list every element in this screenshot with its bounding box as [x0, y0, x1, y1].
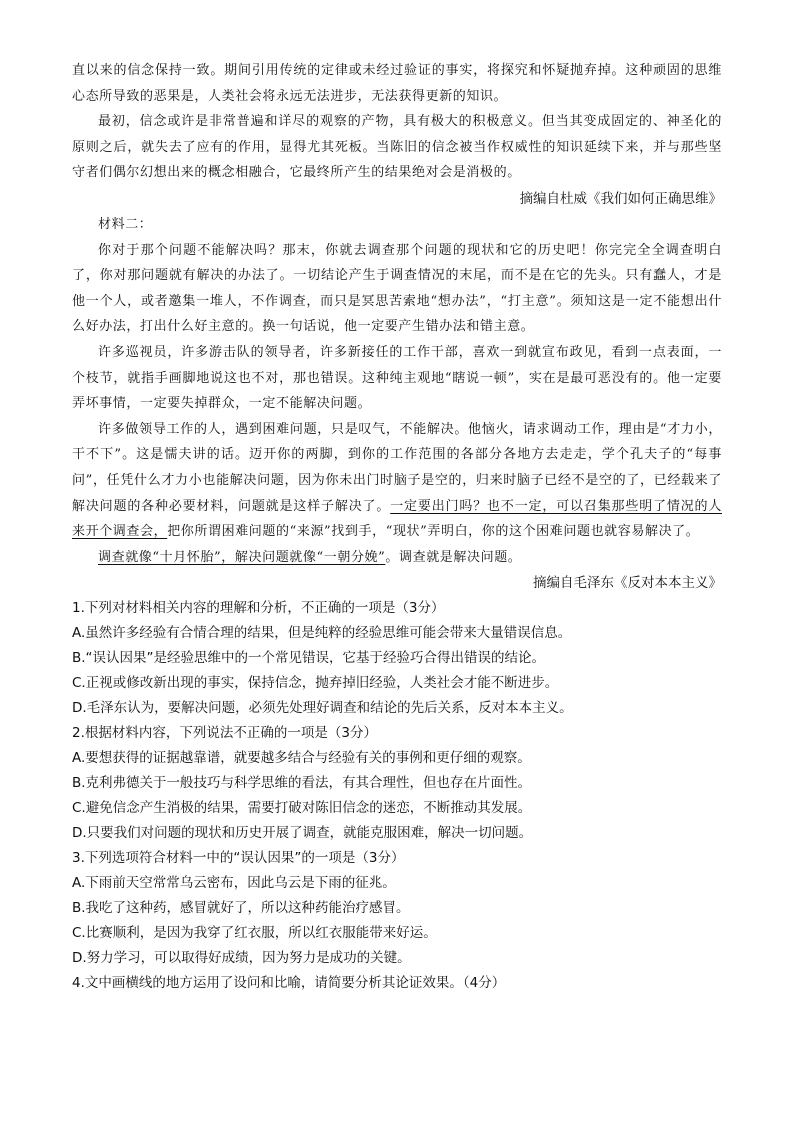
question-3-option-d: D.努力学习，可以取得好成绩，因为努力是成功的关键。	[72, 950, 411, 967]
question-list	[72, 596, 722, 996]
underlined-rhetorical-question: 一定要出门吗？也不一定，可以召集那些明了情况的人来开个调查会，	[72, 498, 722, 540]
material2-source: 摘编自毛泽东《反对本本主义》	[533, 575, 722, 592]
material2-paragraph-4	[72, 545, 722, 571]
material2-paragraph-1: 你对于那个问题不能解决吗？那末，你就去调查那个问题的现状和它的历史吧！你完完全全调查明白了，你对那问题就有解决的办法了。一切结论产生于调查情况的末尾，而不是在它的先头。只有蠢人，才是他一个人，或者邀集一堆人，不作调查，而只是冥思苦索地“想办法”，“打主意”。须知这是一定不能想出什么好办法，打出什么好主意的。换一句话说，他一定要产生错办法和错主意。	[72, 242, 722, 335]
question-2: 2.根据材料内容，下列说法不正确的一项是（3分）	[72, 725, 377, 742]
question-2-option-a: A.要想获得的证据越靠谱，就要越多结合与经验有关的事例和更仔细的观察。	[72, 750, 531, 767]
question-2-option-c: C.避免信念产生消极的结果，需要打破对陈旧信念的迷恋，不断推动其发展。	[72, 800, 532, 817]
question-3-option-b: B.我吃了这种药，感冒就好了，所以这种药能治疗感冒。	[72, 900, 410, 917]
question-3-option-c: C.比赛顺利，是因为我穿了红衣服，所以红衣服能带来好运。	[72, 925, 437, 942]
material2-paragraph-4-tail: 。调查就是解决问题。	[385, 549, 522, 565]
material2-paragraph-2: 许多巡视员，许多游击队的领导者，许多新接任的工作干部，喜欢一到就宣布政见，看到一点表面，一个枝节，就指手画脚地说这也不对，那也错误。这种纯主观地“瞎说一顿”，实在是最可恶没有的。他一定要弄坏事情，一定要失掉群众，一定不能解决问题。	[72, 344, 722, 412]
question-2-option-d: D.只要我们对问题的现状和历史开展了调查，就能克服困难，解决一切问题。	[72, 825, 533, 842]
material2-paragraph-3	[72, 417, 722, 545]
question-4: 4.文中画横线的地方运用了设问和比喻，请简要分析其论证效果。（4分）	[72, 975, 506, 992]
question-3-option-a: A.下雨前天空常常乌云密布，因此乌云是下雨的征兆。	[72, 875, 396, 892]
material1-paragraph-1: 直以来的信念保持一致。期间引用传统的定律或未经过验证的事实，将探究和怀疑抛弃掉。这种顽固的思维心态所导致的恶果是，人类社会将永远无法进步，无法获得更新的知识。	[72, 63, 722, 104]
underlined-metaphor: 调查就像“十月怀胎”，解决问题就像“一朝分娩”	[98, 549, 386, 565]
material1-paragraph-2: 最初，信念或许是非常普遍和详尽的观察的产物，具有极大的积极意义。但当其变成固定的、神圣化的原则之后，就失去了应有的作用，显得尤其死板。当陈旧的信念被当作权威性的知识延续下来，并与那些坚守者们偶尔幻想出来的概念相融合，它最终所产生的结果绝对会是消极的。	[72, 114, 722, 181]
question-1: 1.下列对材料相关内容的理解和分析，不正确的一项是（3分）	[72, 600, 445, 617]
question-2-option-b: B.克利弗德关于一般技巧与科学思维的看法，有其合理性，但也存在片面性。	[72, 775, 532, 792]
material2-paragraph-3-tail: 把你所谓困难问题的“来源”找到手，“现状”弄明白，你的这个困难问题也就容易解决了。	[167, 524, 700, 540]
material2-heading: 材料二：	[98, 216, 153, 232]
question-3: 3.下列选项符合材料一中的“误认因果”的一项是（3分）	[72, 850, 405, 867]
material1-source: 摘编自杜威《我们如何正确思维》	[519, 190, 722, 207]
question-1-option-c: C.正视或修改新出现的事实，保持信念，抛弃掉旧经验，人类社会才能不断进步。	[72, 675, 559, 692]
question-1-option-d: D.毛泽东认为，要解决问题，必须先处理好调查和结论的先后关系，反对本本主义。	[72, 700, 573, 717]
question-1-option-b: B.“误认因果”是经验思维中的一个常见错误，它基于经验巧合得出错误的结论。	[72, 650, 546, 667]
question-1-option-a: A.虽然许多经验有合情合理的结果，但是纯粹的经验思维可能会带来大量错误信息。	[72, 625, 572, 642]
material2-paragraph-3-text: 许多做领导工作的人，遇到困难问题，只是叹气，不能解决。他恼火，请求调动工作，理由是“才力小，干不下”。这是懦夫讲的话。迈开你的两脚，到你的工作范围的各部分各地方去走走，学个孔夫子的“每事问”，任凭什么才力小也能解决问题，因为你未出门时脑子是空的，归来时脑子已经不是空的了，已经载来了解决问题的各种必要材料，问题就是这样子解决了。	[72, 421, 722, 514]
